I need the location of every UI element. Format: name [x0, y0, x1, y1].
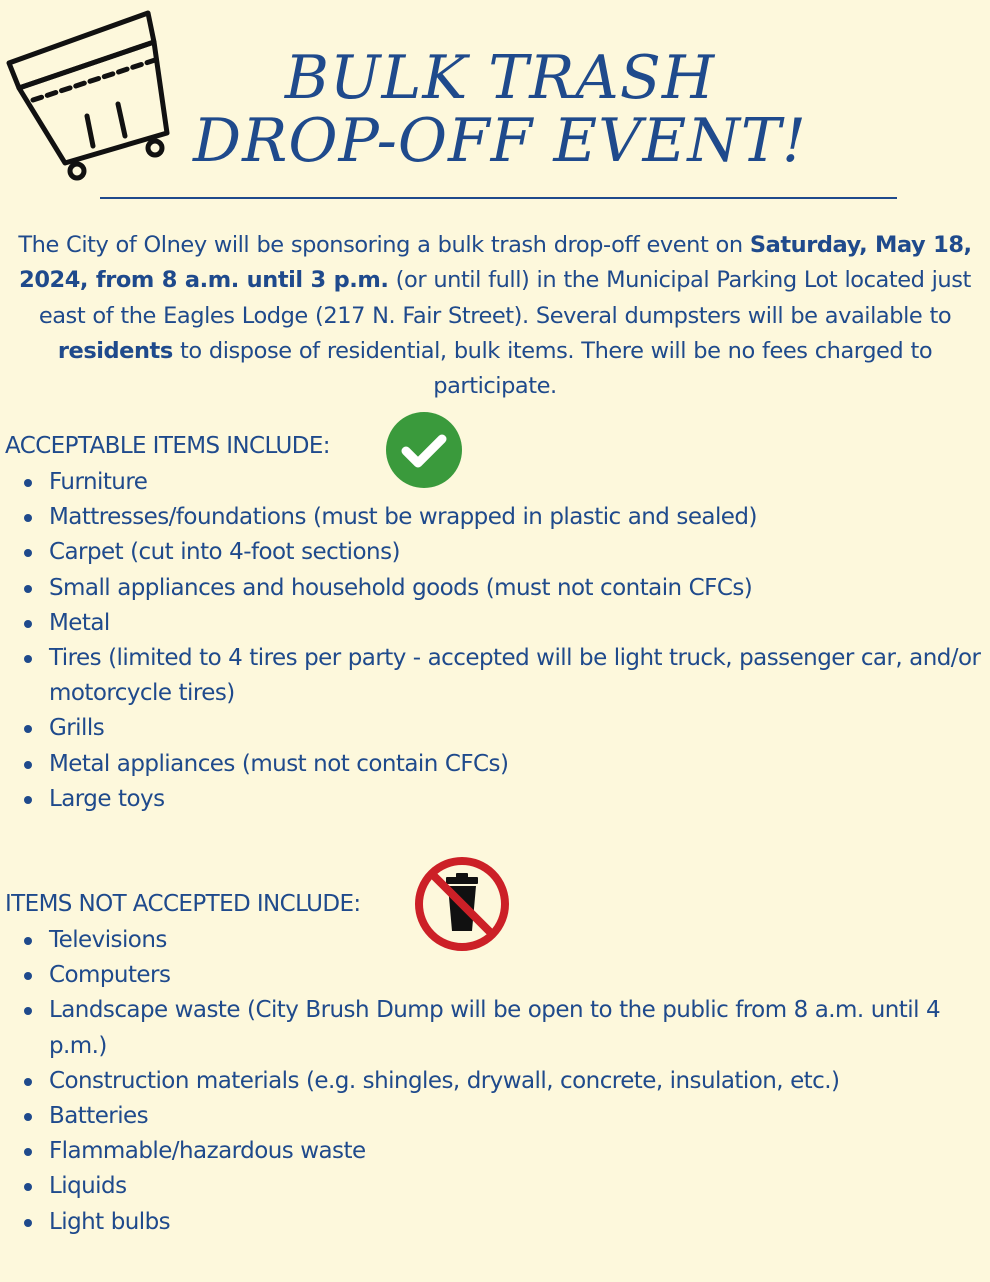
event-date-time: Saturday, May 18, 2024, from 8 a.m. until 3 p.m.: [19, 232, 972, 294]
list-item: Metal appliances (must not contain CFCs): [0, 747, 985, 782]
list-item: Landscape waste (City Brush Dump will be open to the public from 8 a.m. until 4 p.m.): [0, 993, 985, 1063]
dumpster-icon: [5, 8, 180, 183]
list-item: Grills: [0, 711, 985, 746]
not-accepted-items-list: [0, 923, 985, 1240]
list-item: Flammable/hazardous waste: [0, 1134, 985, 1169]
list-item: Televisions: [0, 923, 985, 958]
title-line-2: DROP-OFF EVENT!: [193, 106, 807, 176]
list-item: Computers: [0, 958, 985, 993]
list-item: Small appliances and household goods (must not contain CFCs): [0, 571, 985, 606]
list-item: Tires (limited to 4 tires per party - accepted will be light truck, passenger car, and/or motorcycle tires): [0, 641, 985, 711]
list-item: Furniture: [0, 465, 985, 500]
intro-paragraph: [8, 228, 982, 404]
intro-text-3: to dispose of residential, bulk items. There will be no fees charged to participate.: [172, 337, 933, 400]
list-item: Carpet (cut into 4-foot sections): [0, 535, 985, 570]
acceptable-heading: ACCEPTABLE ITEMS INCLUDE:: [5, 433, 330, 459]
list-item: Metal: [0, 606, 985, 641]
list-item: Construction materials (e.g. shingles, drywall, concrete, insulation, etc.): [0, 1064, 985, 1099]
list-item: Liquids: [0, 1169, 985, 1204]
title-line-1: BULK TRASH: [284, 43, 716, 113]
intro-text-2: (or until full) in the Municipal Parking Lot located just east of the Eagles Lodge (217 N. Fair Street). Several dumpsters will be available to: [38, 267, 971, 329]
not-accepted-heading: ITEMS NOT ACCEPTED INCLUDE:: [5, 891, 361, 917]
acceptable-items-list: [0, 465, 985, 817]
intro-text-1: The City of Olney will be sponsoring a bulk trash drop-off event on: [18, 232, 750, 258]
list-item: Large toys: [0, 782, 985, 817]
list-item: Batteries: [0, 1099, 985, 1134]
residents-emphasis: residents: [57, 337, 173, 364]
title-divider: [100, 197, 897, 199]
list-item: Light bulbs: [0, 1205, 985, 1240]
list-item: Mattresses/foundations (must be wrapped in plastic and sealed): [0, 500, 985, 535]
